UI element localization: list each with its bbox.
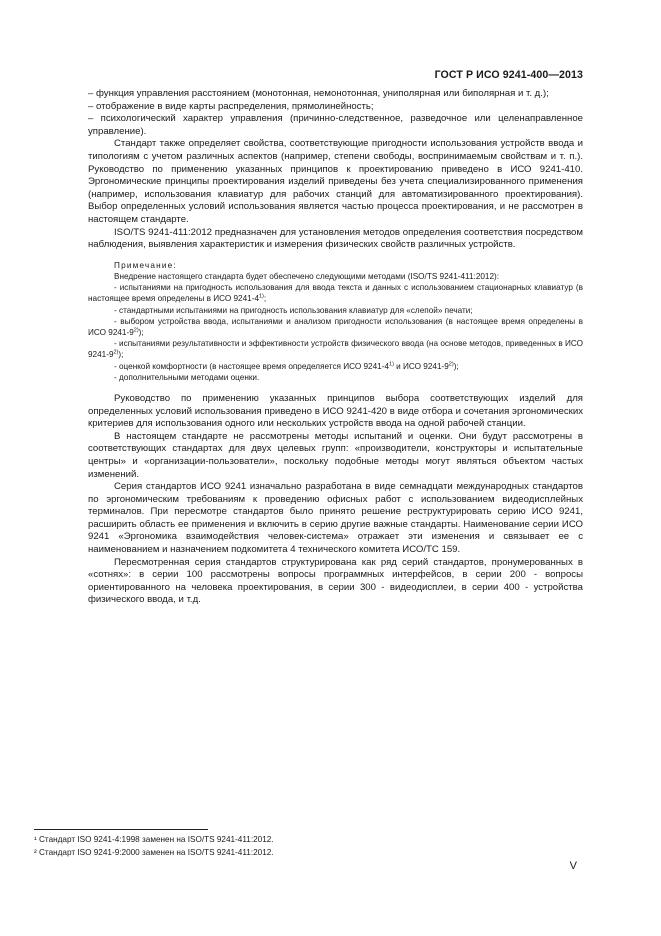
list-item-distance-control: – функция управления расстоянием (монотонная, немонотонная, униполярная или биполярная и т. д.); bbox=[88, 88, 549, 99]
footnotes bbox=[34, 834, 274, 859]
document-header: ГОСТ Р ИСО 9241-400—2013 bbox=[434, 69, 583, 81]
paragraph-guidance-420: Руководство по применению указанных принципов выбора соответствующих изделий для определенных условий использования приведено в ИСО 9241-420 в виде отбора и сочетания эргономических критериев для использования одного или нескольких устройств ввода на одной рабочей станции. bbox=[88, 392, 583, 430]
note-intro: Внедрение настоящего стандарта будет обеспечено следующими методами (ISO/TS 9241-411:2012): bbox=[114, 271, 500, 281]
document-body bbox=[88, 88, 583, 607]
note-item-1: - испытаниями на пригодность использования для ввода текста и данных с использованием стационарных клавиатур (в настоящее время определены в ИСО 9241-4$^{1)}$; bbox=[88, 283, 583, 304]
footnote-divider bbox=[34, 829, 208, 830]
footnote-2: ² Стандарт ISO 9241-9:2000 заменен на ISO/TS 9241-411:2012. bbox=[34, 847, 274, 857]
note-item-4: - испытаниями результативности и эффективности устройств физического ввода (на основе методов, приведенных в ИСО 9241-9$^{2)}$); bbox=[88, 339, 583, 360]
paragraph-series-structure: Пересмотренная серия стандартов структурирована как ряд серий стандартов, пронумерованных в «сотнях»: в серии 100 рассмотрены вопросы программных интерфейсов, в серии 200 - вопросы ориентированного на человека проектирования, в серии 300 - видеодисплеи, в серии 400 - устройства физического ввода, и т.д. bbox=[88, 556, 583, 606]
note-title: Примечание: bbox=[114, 260, 177, 270]
paragraph-iso-ts-411: ISO/TS 9241-411:2012 предназначен для установления методов определения соответствия посредством наблюдения, выявления характеристик и измерения физических свойств различных устройств. bbox=[88, 226, 583, 251]
note-item-2: - стандартными испытаниями на пригодность использования клавиатур для «слепой» печати; bbox=[114, 305, 473, 315]
paragraph-series-history: Серия стандартов ИСО 9241 изначально разработана в виде семнадцати международных стандартов по эргономическим требованиям к проведению офисных работ с использованием видеодисплейных терминалов. При пересмотре стандартов было принято решение реструктурировать серию ИСО 9241, расширить область ее применения и включить в серию другие важные стандарты. Наименование серии ИСО 9241 «Эргономика взаимодействия человек-система» отражает эти изменения и связывает ее с наименованием и назначением подкомитета 4 технического комитета ИСО/ТС 159. bbox=[88, 481, 583, 556]
list-item-map-display: – отображение в виде карты распределения, прямолинейность; bbox=[88, 100, 374, 112]
note-item-6: - дополнительными методами оценки. bbox=[114, 372, 260, 382]
paragraph-standard-properties: Стандарт также определяет свойства, соответствующие пригодности использования устройств ввода и типологиям с учетом различных аспектов (например, степени свободы, воспринимаемым свойствам и т. п.). Руководство по применению указанных принципов к проектированию приведено в ИСО 9241-410. Эргономические принципы проектирования изделий приведены без учета специализированного применения (например, использования клавиатур для рабочих станций для автоматизированного проектирования). Выбор определенных условий использования является частью процесса проектирования, и не рассмотрен в настоящем стандарте. bbox=[88, 138, 583, 225]
note-item-3: - выбором устройства ввода, испытаниями и анализом пригодности использования (в настоящее время определены в ИСО 9241-9$^{2)}$); bbox=[88, 316, 583, 337]
footnote-1: ¹ Стандарт ISO 9241-4:1998 заменен на ISO/TS 9241-411:2012. bbox=[34, 835, 274, 844]
note-item-5: - оценкой комфортности (в настоящее время определяется ИСО 9241-4$^{1)}$ и ИСО 9241-9$^{2)}$); bbox=[114, 360, 459, 371]
note-block bbox=[88, 260, 583, 383]
list-item-psych-control: – психологический характер управления (причинно-следственное, разведочное или целенаправленное управление). bbox=[88, 113, 583, 137]
page-number: V bbox=[569, 860, 577, 872]
paragraph-test-methods: В настоящем стандарте не рассмотрены методы испытаний и оценки. Они будут рассмотрены в соответствующих стандартах для двух целевых групп: «производители, конструкторы и испытательные центры» и «организации-пользователи», поскольку подобные методы могут являться объектом частых изменений. bbox=[88, 430, 583, 480]
